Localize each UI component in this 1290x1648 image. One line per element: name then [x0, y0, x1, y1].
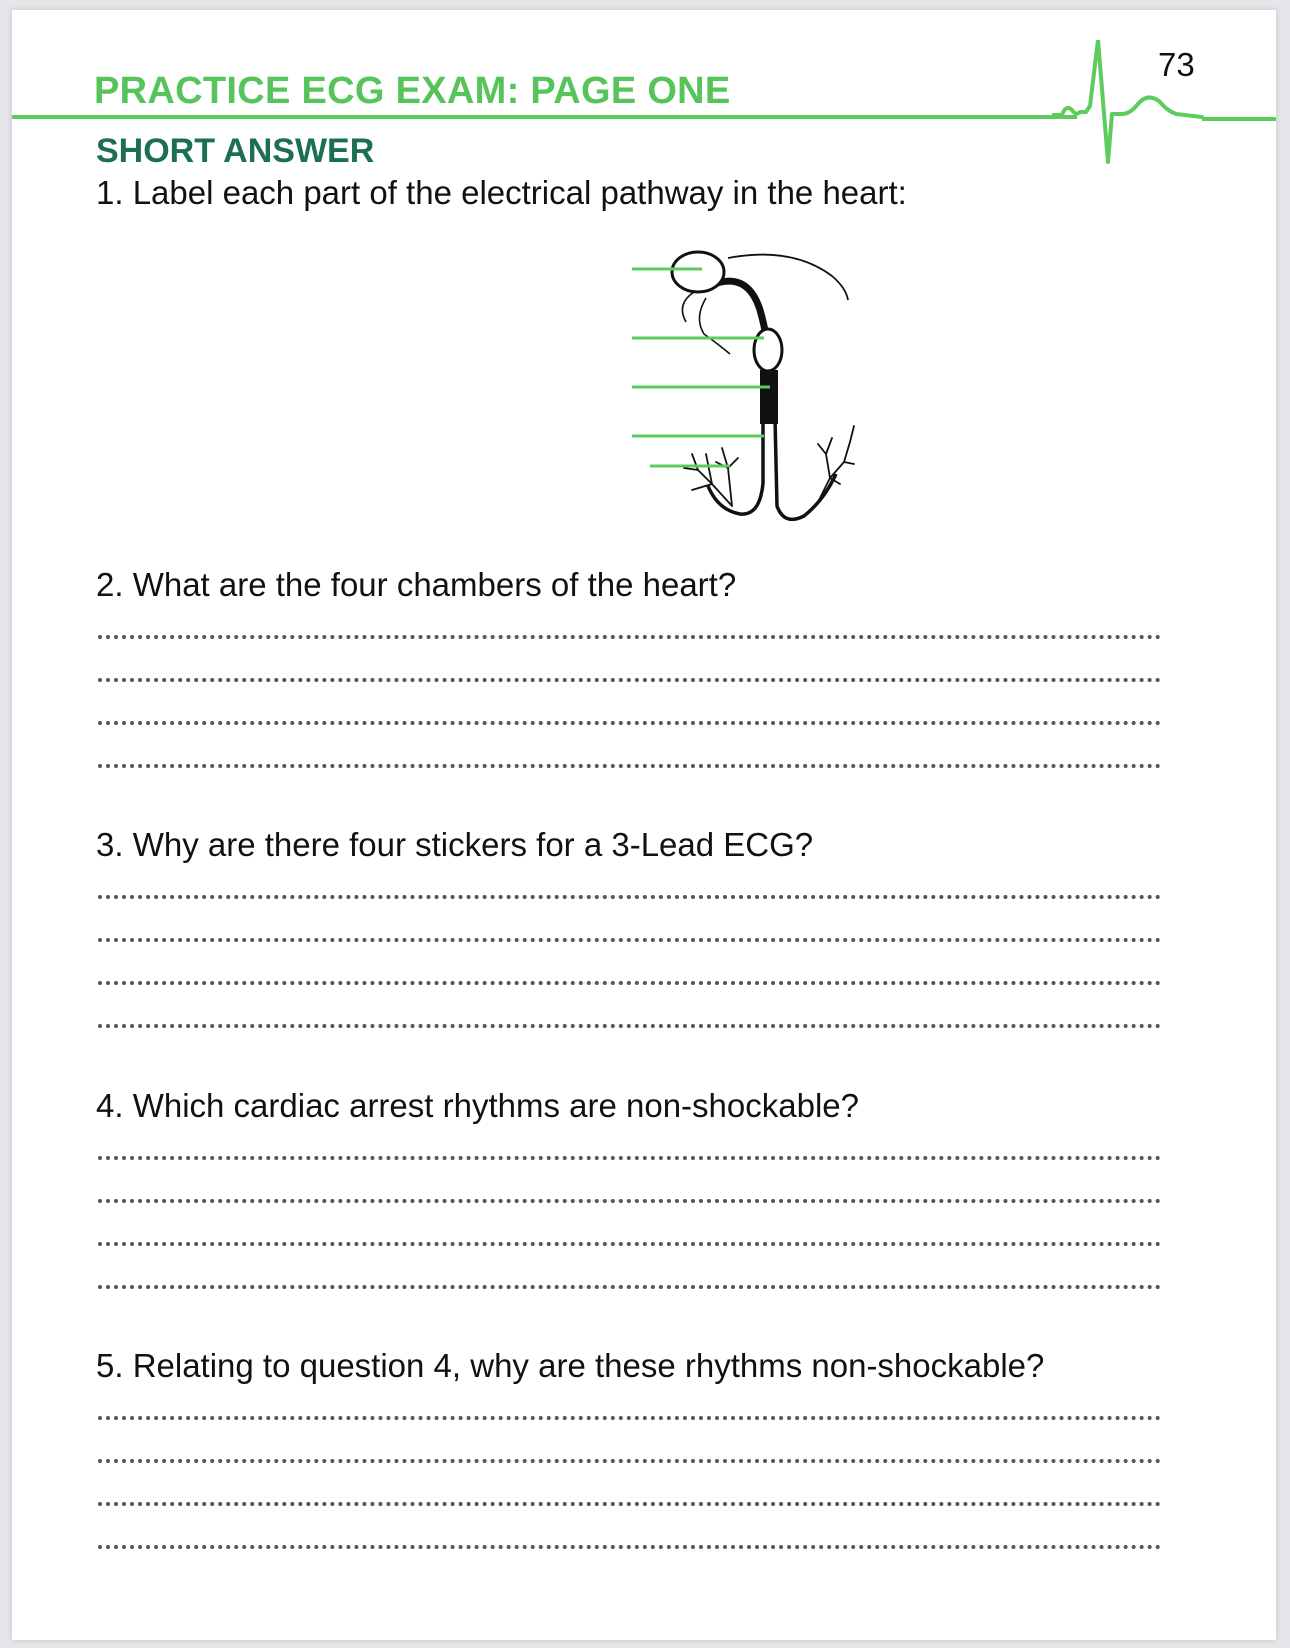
- question-1: 1. Label each part of the electrical pathway in the heart:: [96, 174, 907, 211]
- exam-title: PRACTICE ECG EXAM: PAGE ONE: [94, 70, 731, 112]
- section-title: SHORT ANSWER: [96, 132, 375, 170]
- answer-line[interactable]: [98, 1502, 1161, 1506]
- answer-line[interactable]: [98, 721, 1161, 725]
- question-2: 2. What are the four chambers of the heart?: [96, 566, 737, 603]
- answer-line[interactable]: [98, 635, 1161, 639]
- answer-line[interactable]: [98, 938, 1161, 942]
- question-3: 3. Why are there four stickers for a 3-Lead ECG?: [96, 826, 814, 863]
- answer-line[interactable]: [98, 1242, 1161, 1246]
- answer-line[interactable]: [98, 895, 1161, 899]
- worksheet-page: [12, 10, 1276, 1640]
- answer-line[interactable]: [98, 1156, 1161, 1160]
- heart-conduction-pathway-icon: [632, 248, 902, 538]
- header-rule: [12, 115, 1077, 119]
- answer-line[interactable]: [98, 981, 1161, 985]
- answer-line[interactable]: [98, 1545, 1161, 1549]
- answer-line[interactable]: [98, 764, 1161, 768]
- answer-line[interactable]: [98, 678, 1161, 682]
- page-number: 73: [1158, 46, 1195, 83]
- question-5: 5. Relating to question 4, why are these rhythms non-shockable?: [96, 1347, 1045, 1384]
- question-4: 4. Which cardiac arrest rhythms are non-shockable?: [96, 1087, 859, 1124]
- ecg-heartbeat-icon: [1052, 40, 1222, 180]
- answer-line[interactable]: [98, 1199, 1161, 1203]
- answer-line[interactable]: [98, 1416, 1161, 1420]
- answer-line[interactable]: [98, 1024, 1161, 1028]
- answer-line[interactable]: [98, 1285, 1161, 1289]
- answer-line[interactable]: [98, 1459, 1161, 1463]
